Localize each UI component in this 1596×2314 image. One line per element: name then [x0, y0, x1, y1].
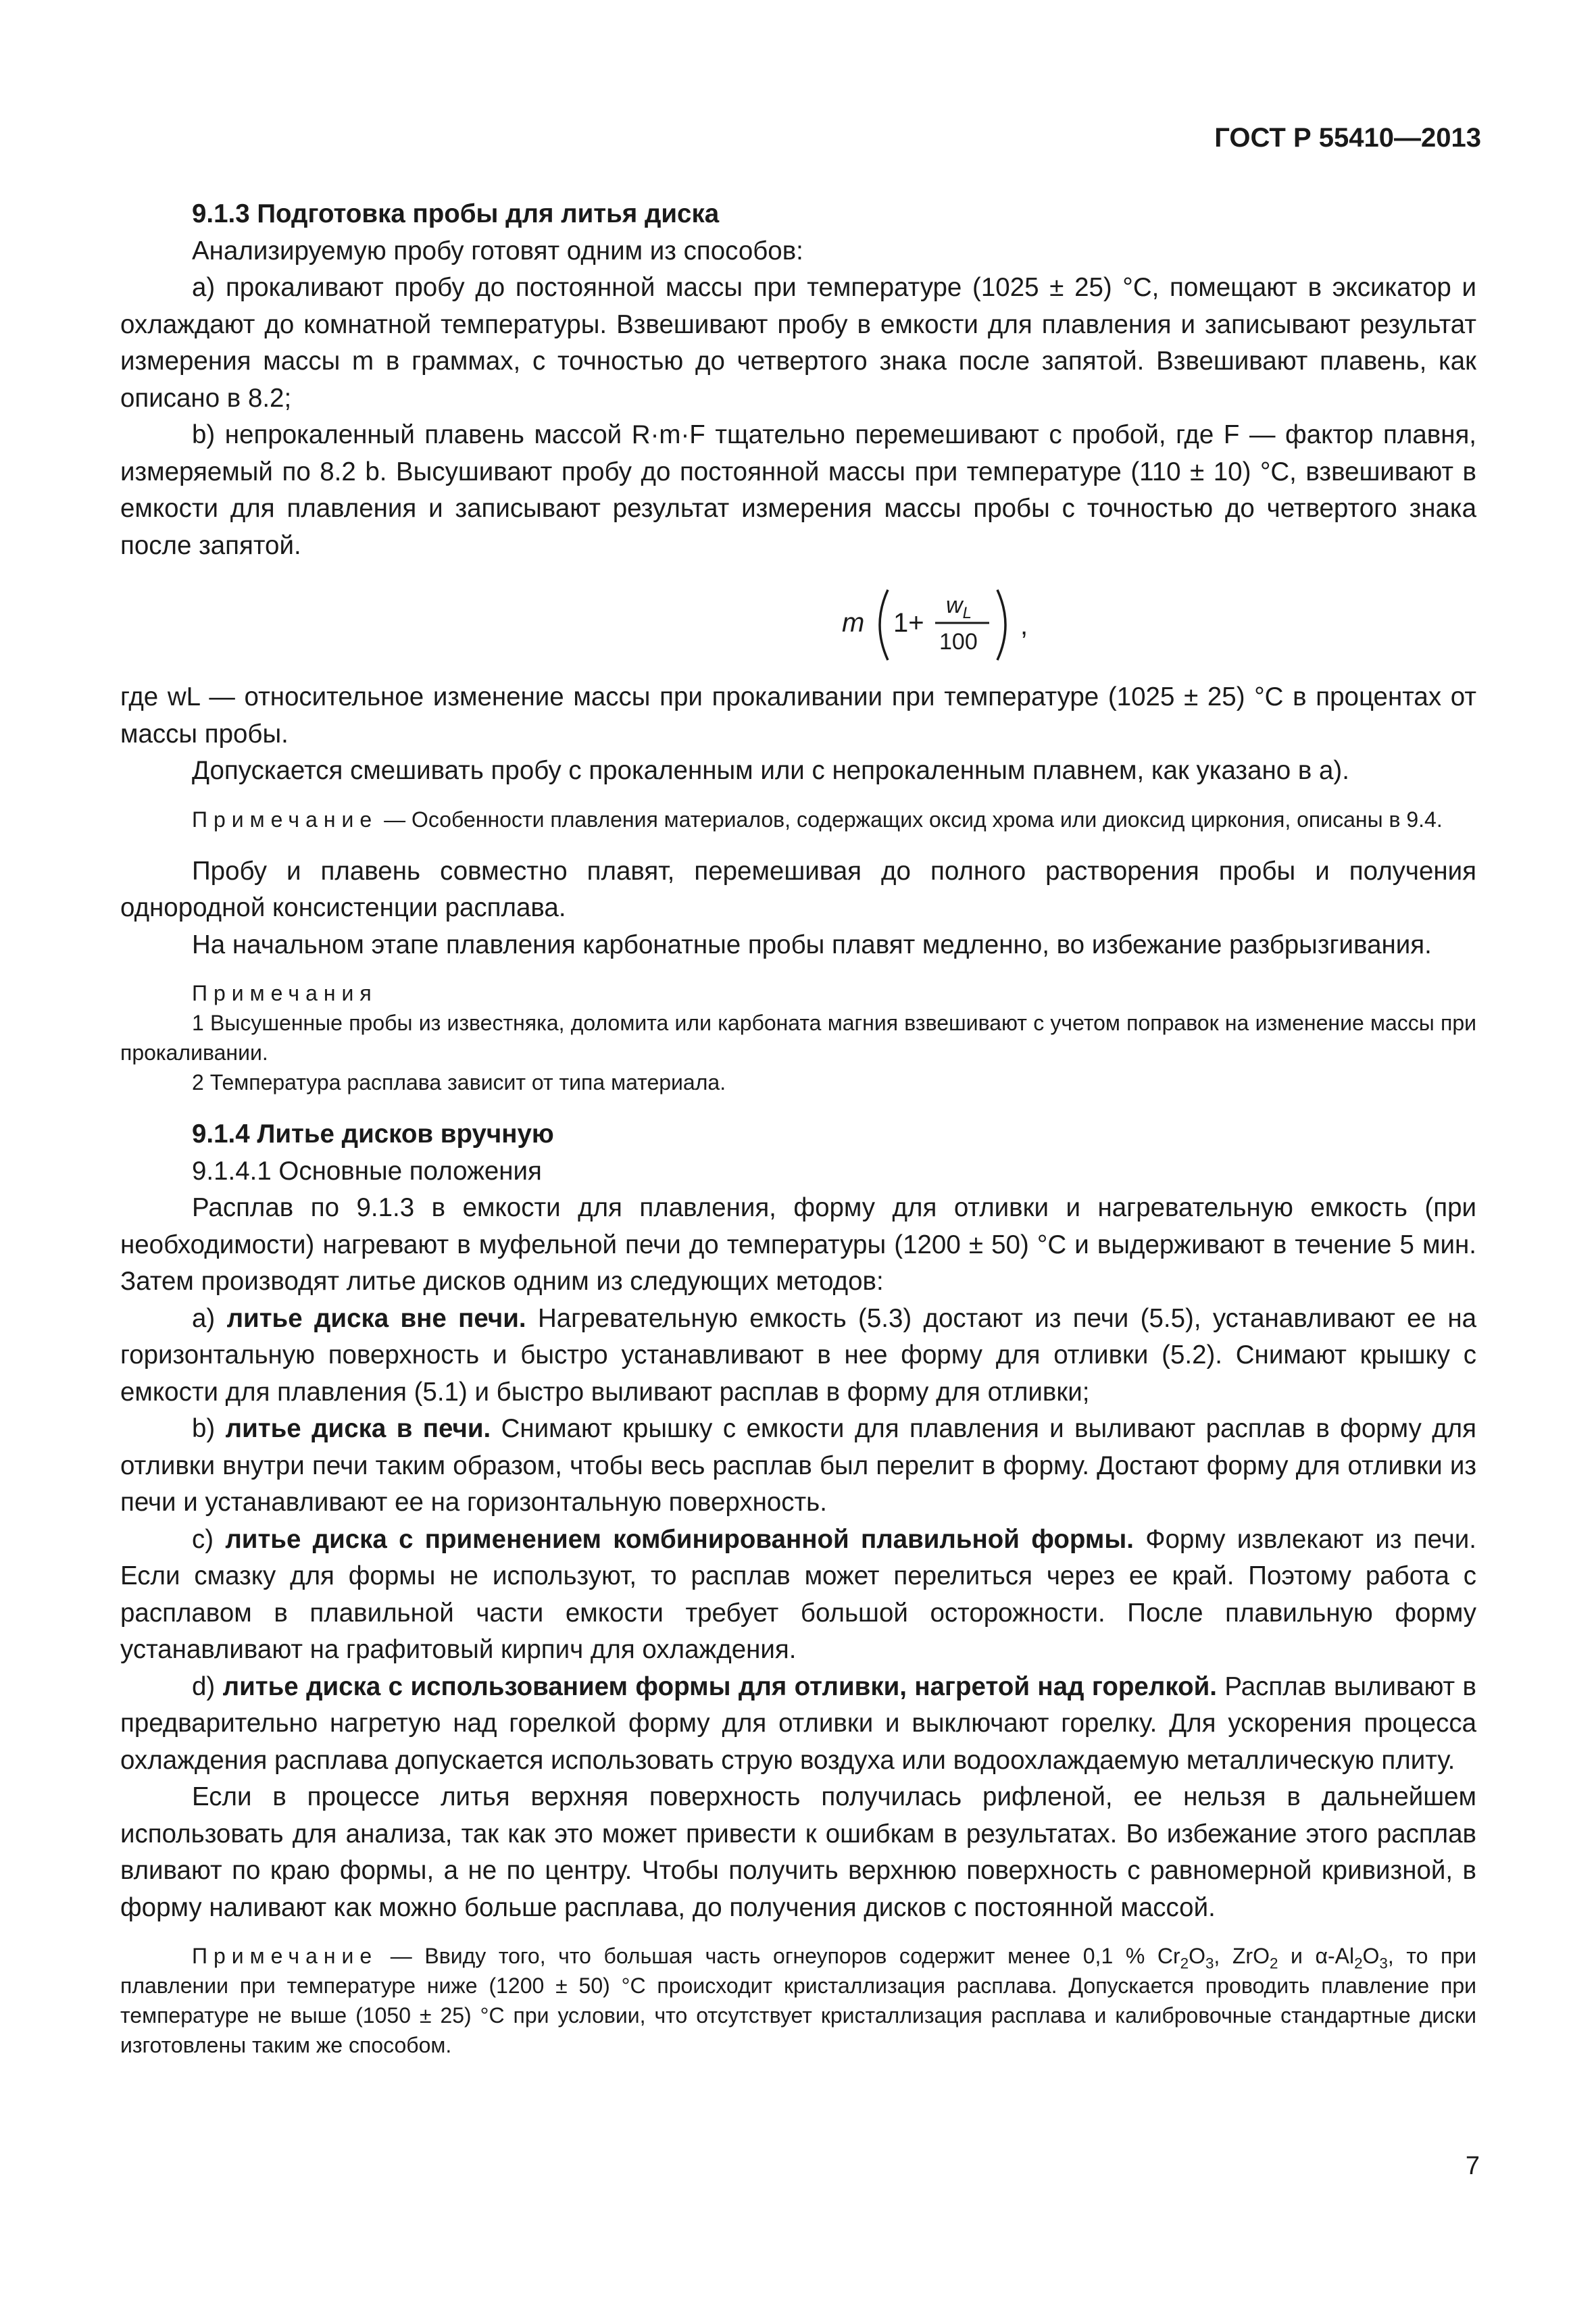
paragraph-method-d: d) литье диска с использованием формы для отливки, нагретой над горелкой. Расплав выливают в предварительно нагретую над горелкой форму для отливки и выключают горелку. Для ускорения процесса охлаждения расплава допускается использовать струю воздуха или водоохлаждаемую металлическую плиту. [120, 1671, 1476, 1775]
method-d-title: литье диска с использованием формы для отливки, нагретой над горелкой. [222, 1671, 1217, 1701]
paragraph-ripple: Если в процессе литья верхняя поверхность получилась рифленой, ее нельзя в дальнейшем использовать для анализа, так как это может привести к ошибкам в результатах. Во избежание этого расплав вливают по краю формы, а не по центру. Чтобы получить верхнюю поверхность с равномерной кривизной, в форму наливают как можно больше расплава, до получения дисков с постоянной массой. [120, 1782, 1476, 1922]
paragraph-allow: Допускается смешивать пробу с прокаленным или с непрокаленным плавнем, как указано в а). [192, 756, 1349, 785]
spacer [120, 790, 1476, 805]
method-c-title: литье диска с применением комбинированной плавильной формы. [225, 1524, 1134, 1554]
formula-tail: , [1020, 611, 1028, 640]
note-label: Примечание [192, 1944, 378, 1968]
formula-right-paren [997, 590, 1005, 660]
spacer [120, 963, 1476, 978]
section-heading-913: 9.1.3 Подготовка пробы для литья диска [192, 199, 720, 228]
note-label: Примечание [192, 807, 378, 832]
subsection-heading-9141: 9.1.4.1 Основные положения [192, 1156, 542, 1186]
method-b-title: литье диска в печи. [225, 1414, 491, 1443]
note-chrome-zirconium [120, 805, 1476, 834]
standard-id: ГОСТ Р 55410—2013 [1214, 123, 1481, 153]
page-number: 7 [1465, 2152, 1480, 2180]
document-body [120, 196, 1476, 2060]
note-item-1: 1 Высушенные пробы из известняка, доломита или карбоната магния взвешивают с учетом поправок на изменение массы при прокаливании. [120, 1011, 1476, 1065]
formula-mass [120, 564, 1476, 679]
formula-graphic [823, 564, 1093, 679]
formula-one-plus: 1+ [893, 608, 924, 638]
formula-denominator: 100 [939, 629, 978, 655]
spacer [120, 834, 1476, 853]
paragraph-method-c: с) литье диска с применением комбинированной плавильной формы. Форму извлекают из печи. Если смазку для формы не используют, то расплав может перелиться через ее край. Поэтому работа с расплавом в плавильной части емкости требует большой осторожности. После плавильную форму устанавливают на графитовый кирпич для охлаждения. [120, 1524, 1476, 1664]
note-item-2: 2 Температура расплава зависит от типа материала. [192, 1070, 726, 1095]
spacer [120, 1926, 1476, 1941]
document-header [1214, 123, 1481, 153]
formula-left-paren [880, 590, 888, 660]
section-heading-914: 9.1.4 Литье дисков вручную [192, 1120, 554, 1149]
paragraph-casting-intro: Расплав по 9.1.3 в емкости для плавления, форму для отливки и нагревательную емкость (при необходимости) нагревают в муфельной печи до температуры (1200 ± 50) °С и выдерживают в течение 5 мин. Затем производят литье дисков одним из следующих методов: [120, 1193, 1476, 1296]
paragraph-carbonate: На начальном этапе плавления карбонатные пробы плавят медленно, во избежание разбрызгивания. [192, 930, 1432, 959]
paragraph-item-b: b) непрокаленный плавень массой R·m·F тщательно перемешивают с пробой, где F — фактор плавня, измеряемый по 8.2 b. Высушивают пробу до постоянной массы при температуре (110 ± 10) °С, взвешивают в емкости для плавления и записывают результат измерения массы пробы с точностью до четвертого знака после запятой. [120, 420, 1476, 560]
paragraph-method-b: b) литье диска в печи. Снимают крышку с емкости для плавления и выливают расплав в форму для отливки внутри печи таким образом, чтобы весь расплав был перелит в форму. Достают форму для отливки из печи и устанавливают ее на горизонтальную поверхность. [120, 1414, 1476, 1517]
spacer [120, 1097, 1476, 1116]
note-text: — Особенности плавления материалов, содержащих оксид хрома или диоксид циркония, описаны в 9.4. [378, 807, 1443, 832]
paragraph-method-a: а) литье диска вне печи. Нагревательную емкость (5.3) достают из печи (5.5), устанавливают ее на горизонтальную поверхность и быстро устанавливают в нее форму для отливки (5.2). Снимают крышку с емкости для плавления (5.1) и быстро выливают расплав в форму для отливки; [120, 1303, 1477, 1407]
formula-numerator: $w_L$ [946, 593, 972, 622]
note-refractory: Примечание — Ввиду того, что большая часть огнеупоров содержит менее 0,1 % $Cr_2O_3$, ZrO$_2$ и $\alpha-Al_2O_3$, то при плавлении при температуре ниже (1200 ± 50) °С происходит кристаллизация расплава. Допускается проводить плавление при температуре не выше (1050 ± 25) °С при условии, что отсутствует кристаллизация расплава и калибровочные стандартные диски изготовлены таким же способом. [120, 1944, 1477, 2057]
notes-heading: Примечания [192, 981, 378, 1005]
formula-var: m [842, 608, 865, 638]
paragraph-item-a: а) прокаливают пробу до постоянной массы при температуре (1025 ± 25) °С, помещают в эксикатор и охлаждают до комнатной температуры. Взвешивают пробу в емкости для плавления и записывают результат измерения массы m в граммах, с точностью до четвертого знака после запятой. Взвешивают плавень, как описано в 8.2; [120, 273, 1476, 413]
paragraph-melt: Пробу и плавень совместно плавят, перемешивая до полного растворения пробы и получения однородной консистенции расплава. [120, 856, 1476, 922]
paragraph-where: где wL — относительное изменение массы при прокаливании при температуре (1025 ± 25) °С в процентах от массы пробы. [120, 682, 1476, 749]
paragraph-intro: Анализируемую пробу готовят одним из способов: [192, 236, 803, 266]
method-a-title: литье диска вне печи. [226, 1303, 526, 1333]
